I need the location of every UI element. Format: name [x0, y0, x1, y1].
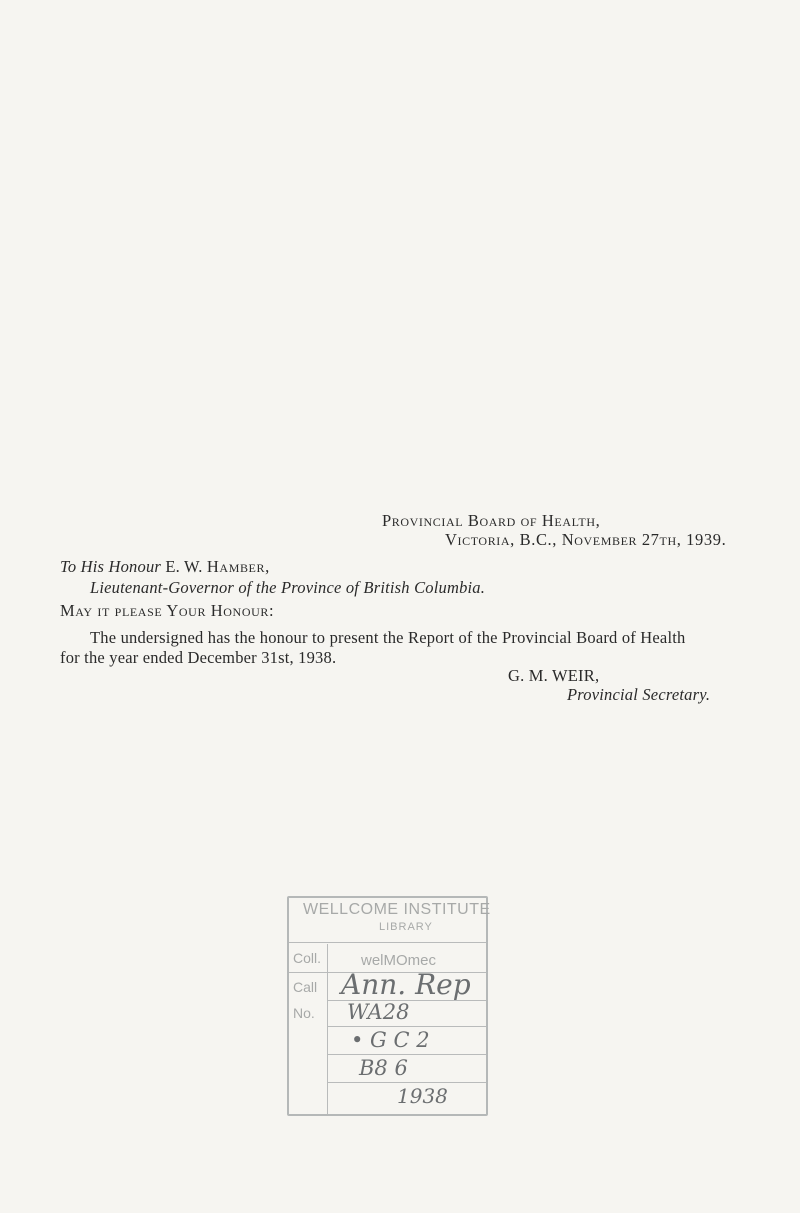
addressee-title: Lieutenant-Governor of the Province of British Columbia.: [90, 578, 486, 597]
library-stamp: [287, 896, 491, 1116]
stamp-subheader: LIBRARY: [379, 921, 433, 933]
board-heading: Provincial Board of Health,: [382, 511, 601, 530]
stamp-divider: [327, 1054, 486, 1055]
signer-title: Provincial Secretary.: [567, 685, 711, 704]
stamp-handwriting-4: B8 6: [359, 1056, 408, 1080]
stamp-divider: [289, 942, 486, 943]
stamp-no-label: No.: [293, 1005, 315, 1021]
stamp-divider: [327, 1082, 486, 1083]
stamp-header: WELLCOME INSTITUTE: [303, 901, 491, 918]
place-date: Victoria, B.C., November 27th, 1939.: [445, 530, 727, 549]
stamp-handwriting-2: WA28: [347, 1000, 410, 1024]
stamp-coll-value: welMOmec: [361, 952, 437, 969]
stamp-handwriting-3: • G C 2: [351, 1028, 430, 1052]
stamp-handwriting-5: 1938: [397, 1084, 448, 1108]
signer-name: G. M. WEIR,: [508, 666, 600, 685]
body-line-2: for the year ended December 31st, 1938.: [60, 648, 337, 667]
stamp-handwriting-1: Ann. Rep: [341, 968, 471, 1001]
addressee: [60, 557, 270, 577]
stamp-coll-label: Coll.: [293, 950, 322, 966]
addressee-name: E. W. Hamber,: [165, 557, 270, 576]
addressee-prefix: To His Honour: [60, 557, 162, 576]
stamp-call-label: Call: [293, 979, 318, 995]
stamp-divider: [327, 1026, 486, 1027]
salutation: May it please Your Honour:: [60, 601, 275, 620]
stamp-column-divider: [327, 944, 328, 1114]
body-line-1: The undersigned has the honour to present the Report of the Provincial Board of Health: [90, 628, 686, 647]
